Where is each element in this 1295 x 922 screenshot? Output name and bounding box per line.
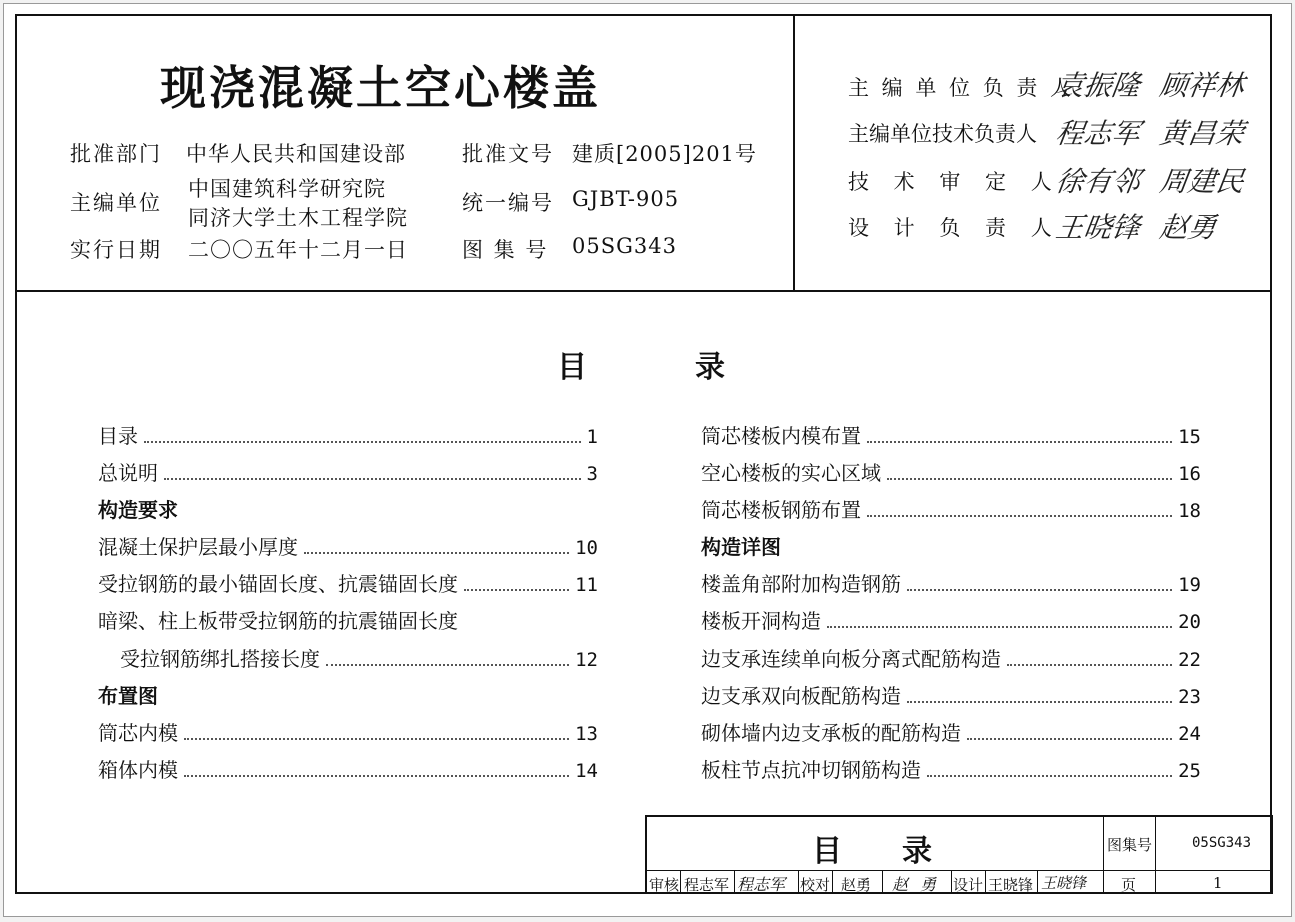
responsible-signature: 周建民 [1157,165,1247,198]
toc-entry-page: 11 [575,574,598,596]
title-block [645,815,1273,894]
toc-entry[interactable] [701,494,1201,522]
title-block-title-right: 录 [902,834,932,869]
review-name: 程志军 [684,876,730,894]
approval-dept: 中华人民共和国建设部 [186,142,406,166]
header-bottom-line [15,290,1272,292]
toc-entry-text: 楼板开洞构造 [701,609,821,633]
toc-entry-text: 暗梁、柱上板带受拉钢筋的抗震锚固长度 [98,609,458,633]
toc-entry-text: 筒芯楼板内模布置 [701,424,861,448]
atlas-title: 现浇混凝土空心楼盖 [160,61,601,115]
toc-entry[interactable] [98,531,598,559]
toc-title-left: 目 [557,350,587,385]
page-label: 页 [1121,876,1137,894]
title-block-atlas-label: 图集号 [1107,836,1153,854]
toc-entry-text: 楼盖角部附加构造钢筋 [701,572,901,596]
responsible-role: 技 术 审 定 人 [848,170,1061,194]
design-signature: 王晓锋 [1041,874,1087,892]
responsible-role: 设 计 负 责 人 [848,216,1061,240]
toc-leader [326,664,569,666]
atlas-no-label: 图 集 号 [462,238,549,262]
toc-entry-page: 13 [575,723,598,745]
toc-entry-text: 目录 [98,424,138,448]
review-signature: 程志军 [737,875,786,894]
toc-entry[interactable] [701,457,1201,485]
responsible-role: 主 编 单 位 负 责 人 [848,76,1075,100]
title-block-cell-divider [832,871,833,892]
toc-leader [1007,664,1172,666]
approval-doc-label: 批准文号 [462,142,554,166]
toc-entry-page: 24 [1178,723,1201,745]
toc-entry-continued[interactable] [98,605,598,633]
toc-entry-text: 筒芯楼板钢筋布置 [701,498,861,522]
toc-entry[interactable] [98,457,598,485]
title-block-cell-divider [951,871,952,892]
toc-entry-text: 受拉钢筋的最小锚固长度、抗震锚固长度 [98,572,458,596]
toc-entry[interactable] [120,643,598,671]
toc-entry[interactable] [701,754,1201,782]
toc-entry-page: 14 [575,760,598,782]
title-block-col-divider [1155,817,1156,892]
toc-entry-text: 边支承连续单向板分离式配筋构造 [701,647,1001,671]
design-label: 设计 [953,876,984,894]
toc-entry-page: 12 [575,649,598,671]
toc-entry[interactable] [701,643,1201,671]
toc-entry-page: 19 [1178,574,1201,596]
title-block-cell-divider [1037,871,1038,892]
responsible-role: 主编单位技术负责人 [848,122,1037,146]
toc-entry[interactable] [98,717,598,745]
responsible-signature: 王晓锋 [1053,211,1143,244]
approval-dept-label: 批准部门 [70,142,162,166]
editor-unit-2: 同济大学土木工程学院 [188,206,408,230]
responsible-signature: 程志军 [1053,117,1143,150]
toc-leader [827,626,1172,628]
header-vertical-divider [793,14,795,291]
responsible-signature: 顾祥林 [1157,69,1247,102]
editor-unit-1: 中国建筑科学研究院 [188,177,386,201]
toc-entry-page: 22 [1178,649,1201,671]
title-block-atlas-value: 05SG343 [1192,835,1252,851]
atlas-no: 05SG343 [572,234,677,258]
title-block-cell-divider [798,871,799,892]
check-signature: 赵勇 [892,875,949,894]
toc-leader [887,478,1172,480]
impl-date-label: 实行日期 [70,238,162,262]
impl-date: 二〇〇五年十二月一日 [188,238,408,262]
responsible-signature: 袁振隆 [1053,69,1143,102]
toc-entry[interactable] [98,568,598,596]
toc-entry-page: 23 [1178,686,1201,708]
unified-no: GJBT-905 [572,187,680,211]
design-name: 王晓锋 [988,876,1034,894]
toc-leader [164,478,581,480]
toc-entry[interactable] [701,680,1201,708]
toc-leader [184,775,569,777]
toc-entry[interactable] [98,420,598,448]
toc-leader [304,552,569,554]
toc-leader [464,589,569,591]
title-block-col-divider [1103,817,1104,892]
toc-entry[interactable] [701,605,1201,633]
toc-entry[interactable] [701,568,1201,596]
responsible-signature: 徐有邻 [1053,165,1143,198]
title-block-row-divider [647,870,1271,871]
toc-leader [907,589,1172,591]
toc-entry-text: 板柱节点抗冲切钢筋构造 [701,758,921,782]
unified-no-label: 统一编号 [462,191,554,215]
toc-leader [907,701,1172,703]
page-value: 1 [1213,874,1223,892]
toc-entry-text: 空心楼板的实心区域 [701,461,881,485]
responsible-signature: 赵勇 [1157,211,1219,244]
toc-section-heading: 布置图 [98,684,158,708]
toc-entry-page: 10 [575,537,598,559]
toc-entry-text: 受拉钢筋绑扎搭接长度 [120,647,320,671]
toc-title-right: 录 [695,350,725,385]
review-label: 审核 [649,876,680,894]
toc-entry[interactable] [701,717,1201,745]
toc-entry-page: 25 [1178,760,1201,782]
responsible-signature: 黄昌荣 [1157,117,1247,150]
toc-entry-page: 15 [1178,426,1201,448]
title-block-cell-divider [680,871,681,892]
check-name: 赵勇 [841,876,872,894]
toc-leader [144,441,581,443]
toc-leader [184,738,569,740]
title-block-title-left: 目 [812,834,842,869]
check-label: 校对 [800,876,831,894]
toc-leader [867,441,1172,443]
approval-doc: 建质[2005]201号 [572,142,757,166]
toc-entry-text: 总说明 [98,461,158,485]
toc-entry-text: 筒芯内模 [98,721,178,745]
title-block-cell-divider [882,871,883,892]
toc-leader [927,775,1172,777]
editor-unit-label: 主编单位 [70,191,162,215]
toc-entry[interactable] [701,420,1201,448]
title-block-cell-divider [985,871,986,892]
toc-entry-page: 18 [1178,500,1201,522]
toc-entry-page: 16 [1178,463,1201,485]
toc-entry-text: 边支承双向板配筋构造 [701,684,901,708]
toc-entry-text: 箱体内模 [98,758,178,782]
toc-entry-text: 砌体墙内边支承板的配筋构造 [701,721,961,745]
toc-leader [967,738,1172,740]
toc-entry-page: 20 [1178,611,1201,633]
toc-section-heading: 构造详图 [701,535,781,559]
title-block-cell-divider [734,871,735,892]
toc-leader [867,515,1172,517]
toc-entry[interactable] [98,754,598,782]
toc-entry-page: 1 [586,426,598,448]
toc-entry-text: 混凝土保护层最小厚度 [98,535,298,559]
toc-section-heading: 构造要求 [98,498,178,522]
toc-entry-page: 3 [586,463,598,485]
